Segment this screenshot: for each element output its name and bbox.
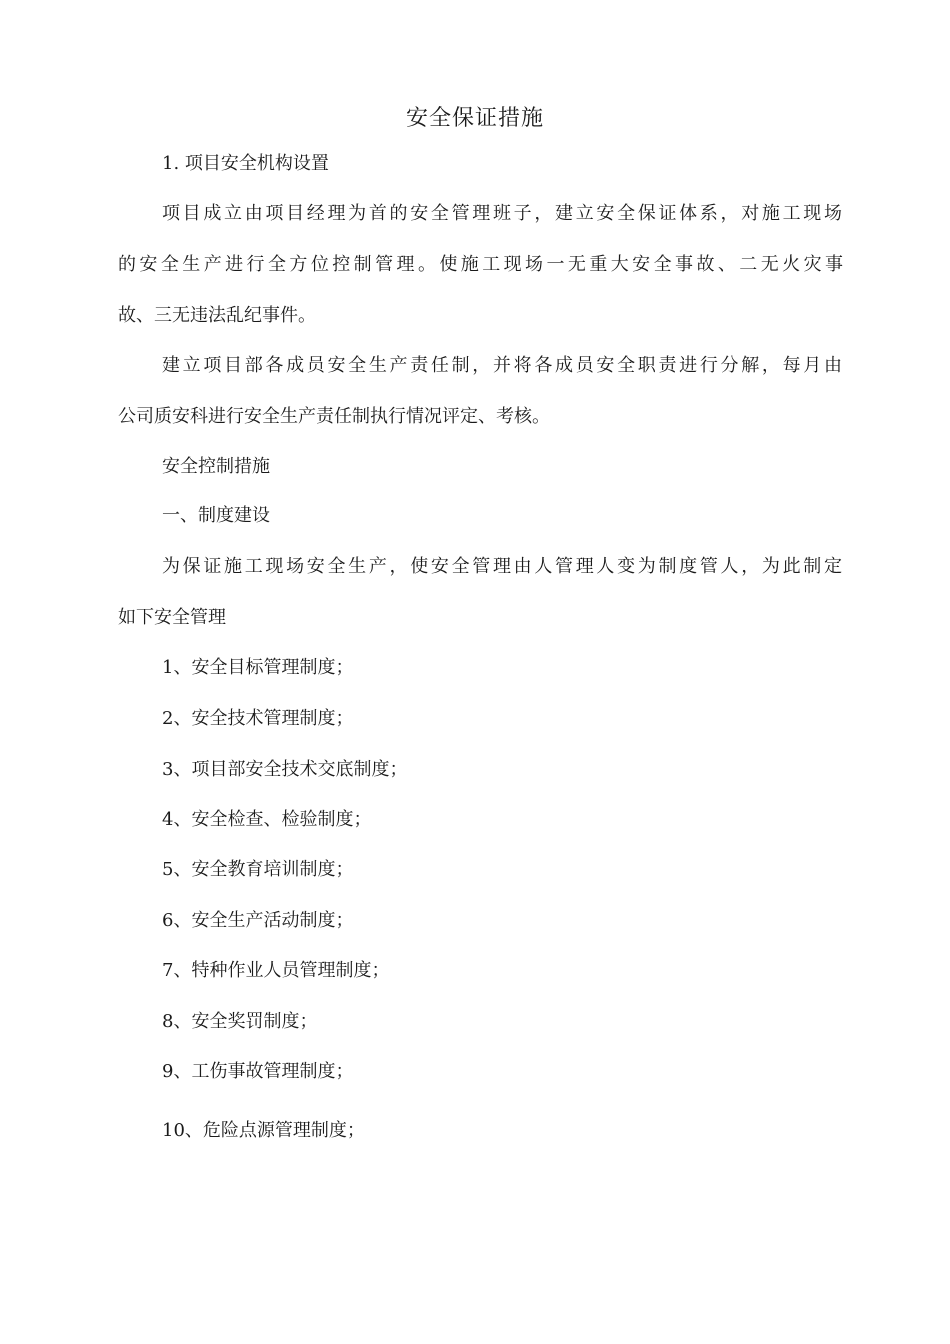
paragraph-line: 为保证施工现场安全生产，使安全管理由人管理人变为制度管人，为此制定: [162, 556, 842, 577]
paragraph-line: 公司质安科进行安全生产责任制执行情况评定、考核。: [118, 406, 550, 427]
section-heading-org: 1. 项目安全机构设置: [162, 153, 329, 174]
paragraph-line: 如下安全管理: [118, 607, 226, 628]
paragraph-line: 故、三无违法乱纪事件。: [118, 305, 316, 326]
section-heading-control: 安全控制措施: [162, 456, 270, 477]
list-item: 10、危险点源管理制度；: [162, 1120, 365, 1141]
paragraph-line: 建立项目部各成员安全生产责任制，并将各成员安全职责进行分解，每月由: [162, 355, 842, 376]
list-item: 2、安全技术管理制度；: [162, 708, 354, 729]
list-item: 4、安全检查、检验制度；: [162, 809, 372, 830]
paragraph-line: 项目成立由项目经理为首的安全管理班子，建立安全保证体系，对施工现场: [162, 203, 842, 224]
list-item: 5、安全教育培训制度；: [162, 859, 354, 880]
list-item: 9、工伤事故管理制度；: [162, 1061, 354, 1082]
list-item: 6、安全生产活动制度；: [162, 910, 354, 931]
list-item: 3、项目部安全技术交底制度；: [162, 759, 408, 780]
list-item: 1、安全目标管理制度；: [162, 657, 354, 678]
list-item: 7、特种作业人员管理制度；: [162, 960, 390, 981]
document-title: 安全保证措施: [405, 106, 544, 131]
list-item: 8、安全奖罚制度；: [162, 1011, 318, 1032]
paragraph-line: 的安全生产进行全方位控制管理。使施工现场一无重大安全事故、二无火灾事: [118, 254, 843, 275]
subheading-system: 一、制度建设: [162, 505, 270, 526]
